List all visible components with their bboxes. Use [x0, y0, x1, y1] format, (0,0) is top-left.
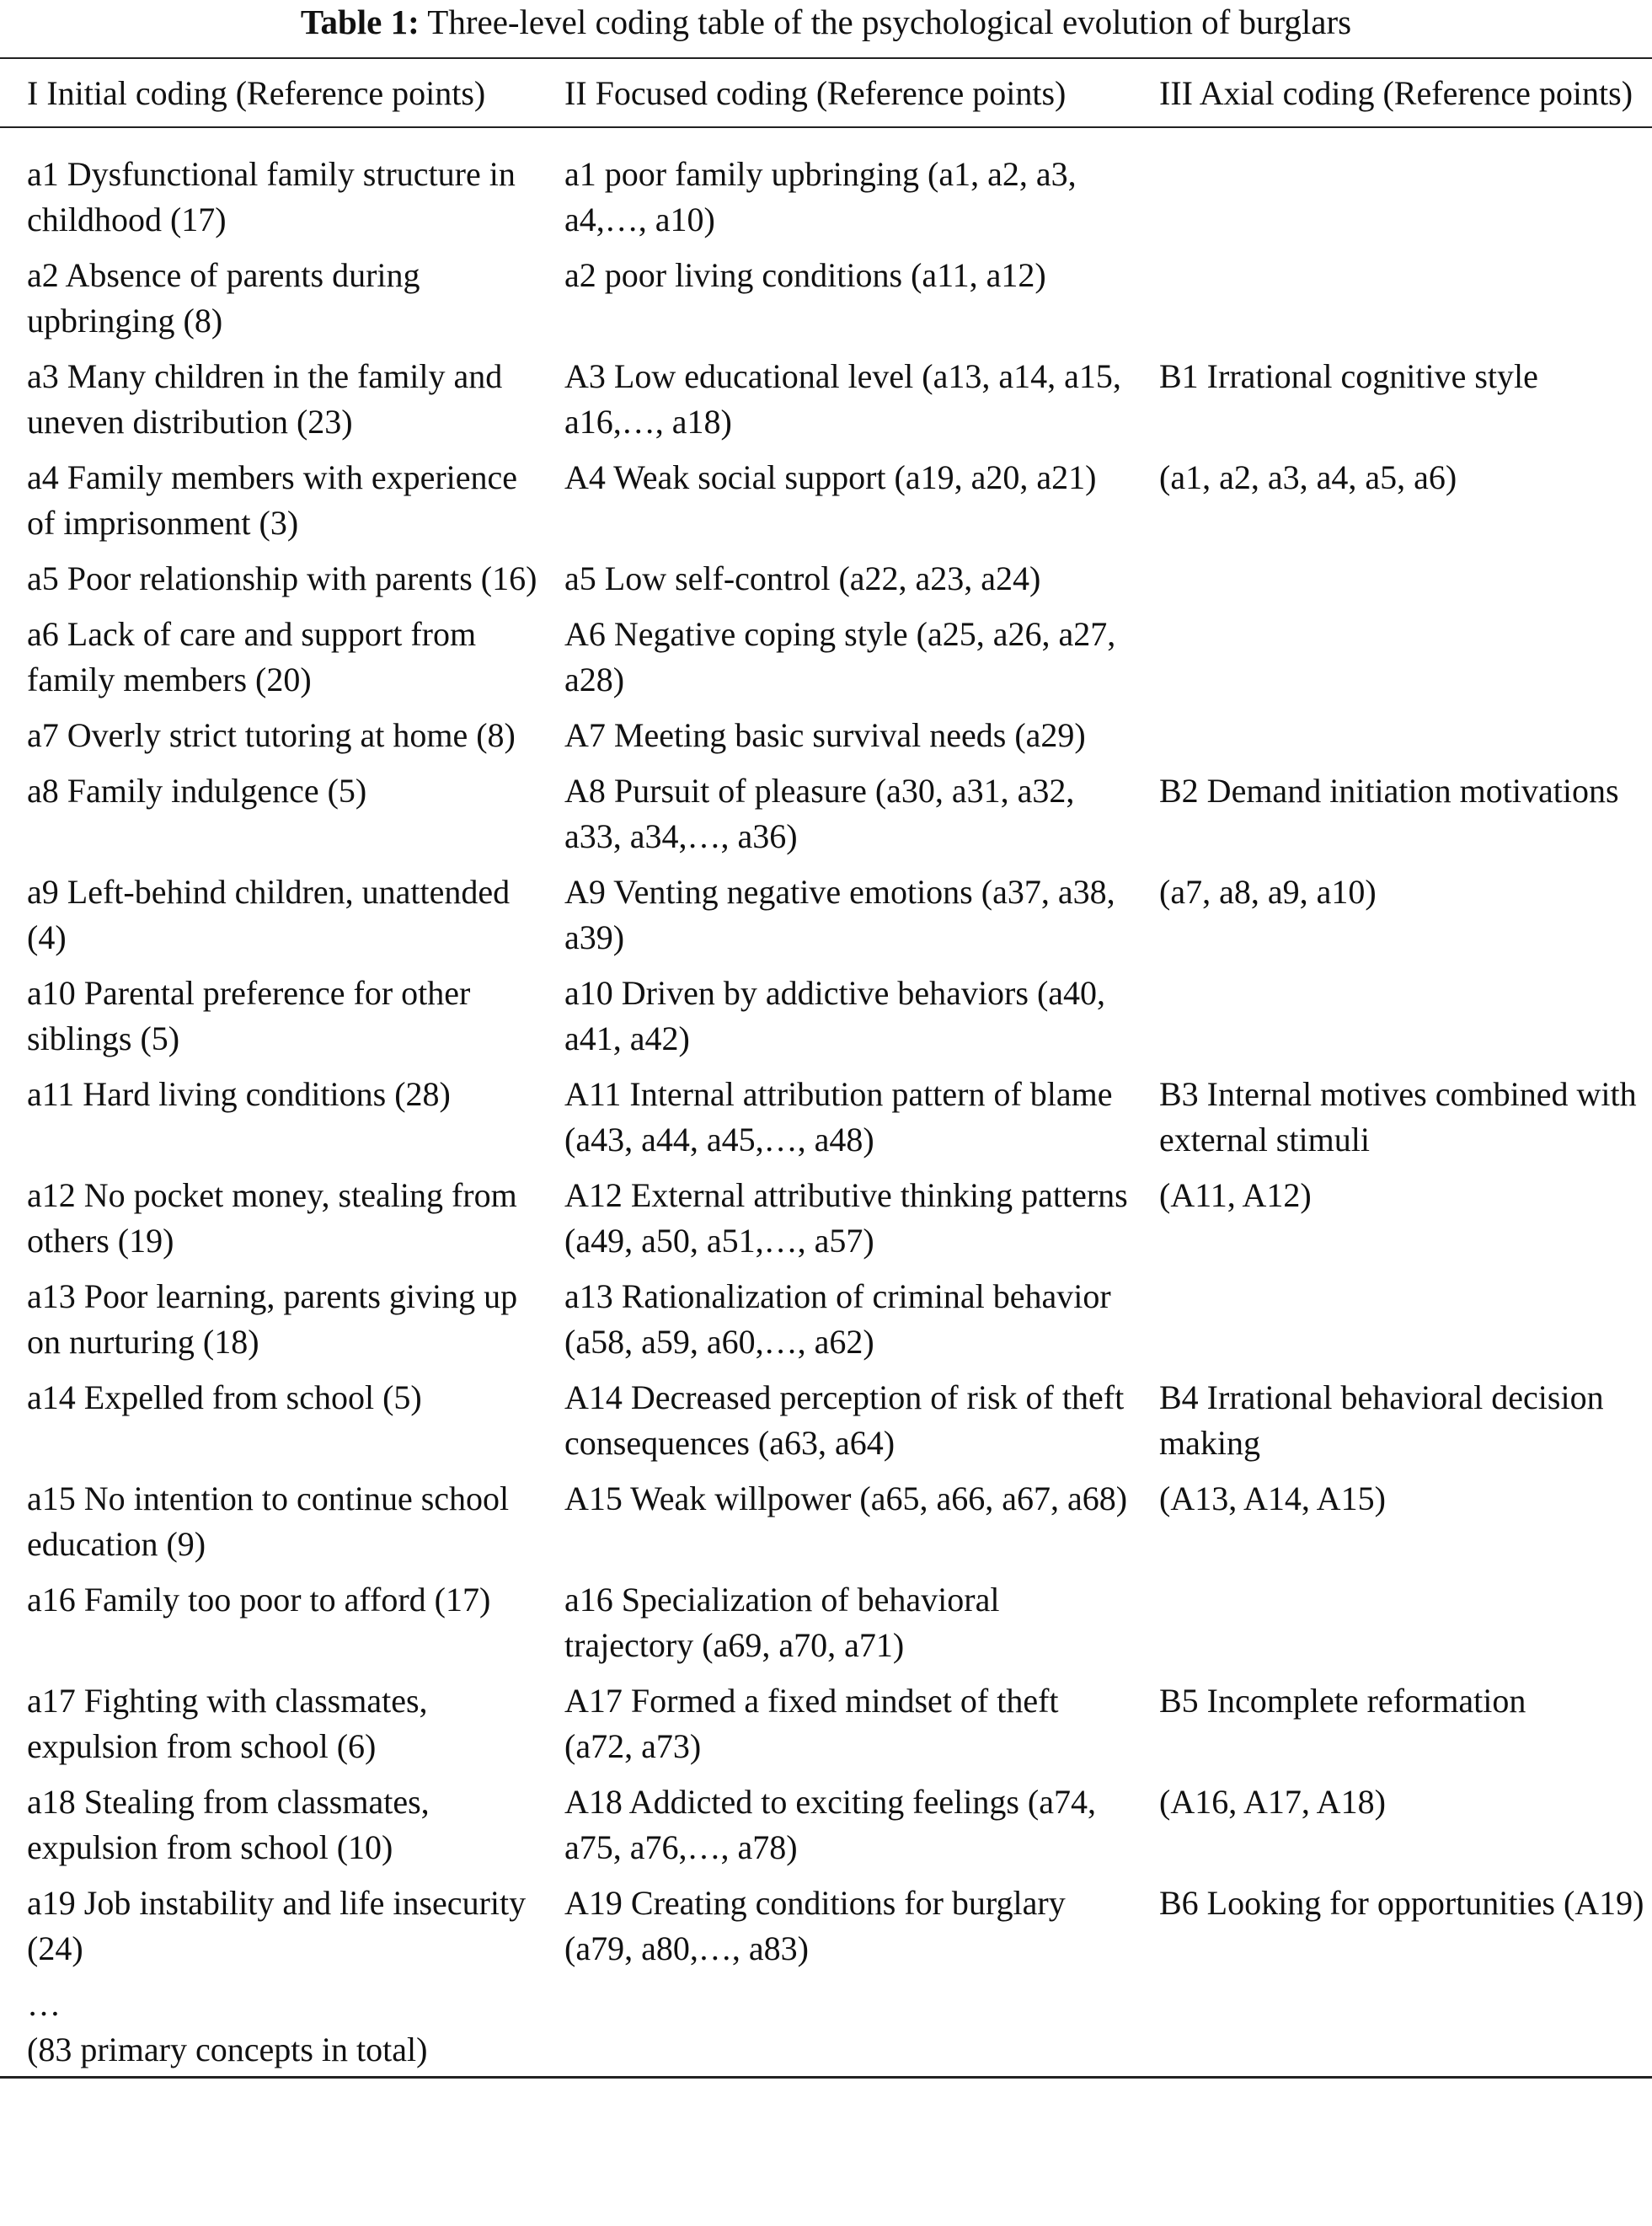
focused-coding-cell: A6 Negative coping style (a25, a26, a27, a28): [564, 615, 1116, 698]
focused-coding-cell: a16 Specialization of behavioral trajectory (a69, a70, a71): [564, 1581, 1000, 1664]
initial-coding-cell: a4 Family members with experience of imprisonment (3): [27, 458, 518, 542]
focused-coding-cell: A17 Formed a fixed mindset of theft (a72, a73): [564, 1682, 1059, 1765]
axial-coding-cell: B1 Irrational cognitive style: [1159, 357, 1538, 395]
axial-coding-cell: [1132, 127, 1652, 253]
table-row: [0, 1779, 1652, 1881]
axial-coding-cell: [1132, 1577, 1652, 1678]
axial-coding-cell: [1132, 1274, 1652, 1375]
focused-coding-cell: A8 Pursuit of pleasure (a30, a31, a32, a33, a34,…, a36): [564, 772, 1075, 855]
focused-coding-cell: A15 Weak willpower (a65, a66, a67, a68): [564, 1480, 1128, 1517]
table-row: [0, 713, 1652, 768]
focused-coding-cell: A7 Meeting basic survival needs (a29): [564, 716, 1086, 754]
table-row: [0, 455, 1652, 556]
table-body: [0, 127, 1652, 1982]
table-row: [0, 1577, 1652, 1678]
table-row: [0, 971, 1652, 1072]
initial-coding-cell: a1 Dysfunctional family structure in childhood (17): [27, 155, 516, 238]
axial-coding-cell: (A13, A14, A15): [1159, 1480, 1386, 1517]
focused-coding-cell: a1 poor family upbringing (a1, a2, a3, a4,…, a10): [564, 155, 1077, 238]
footer-ellipsis-row: [0, 1982, 1652, 2027]
initial-coding-cell: a18 Stealing from classmates, expulsion from school (10): [27, 1783, 430, 1866]
axial-coding-cell: B2 Demand initiation motivations: [1159, 772, 1619, 810]
initial-coding-cell: a11 Hard living conditions (28): [27, 1075, 451, 1113]
header-row: [0, 59, 1652, 127]
table-caption: [0, 2, 1652, 42]
focused-coding-cell: A4 Weak social support (a19, a20, a21): [564, 458, 1097, 496]
table-row: [0, 1881, 1652, 1982]
table-row: [0, 870, 1652, 971]
table-row: [0, 556, 1652, 612]
axial-coding-cell: [1132, 612, 1652, 713]
axial-coding-cell: [1132, 971, 1652, 1072]
focused-coding-cell: A14 Decreased perception of risk of theft consequences (a63, a64): [564, 1378, 1125, 1462]
table-row: [0, 127, 1652, 253]
header-axial-coding: III Axial coding (Reference points): [1159, 74, 1633, 112]
initial-coding-cell: a3 Many children in the family and uneven distribution (23): [27, 357, 503, 441]
footer-total-row: [0, 2027, 1652, 2074]
initial-coding-cell: a2 Absence of parents during upbringing (8): [27, 256, 420, 340]
table-row: [0, 1072, 1652, 1173]
header-focused-coding: II Focused coding (Reference points): [564, 74, 1067, 112]
initial-coding-cell: a9 Left-behind children, unattended (4): [27, 873, 511, 956]
initial-coding-cell: a7 Overly strict tutoring at home (8): [27, 716, 516, 754]
caption-label: Table 1:: [300, 3, 420, 41]
axial-coding-cell: B4 Irrational behavioral decision making: [1159, 1378, 1604, 1462]
caption-text: Three-level coding table of the psychological evolution of burglars: [427, 3, 1352, 41]
focused-coding-cell: a2 poor living conditions (a11, a12): [564, 256, 1046, 294]
initial-coding-cell: a15 No intention to continue school education (9): [27, 1480, 510, 1563]
initial-coding-cell: a14 Expelled from school (5): [27, 1378, 422, 1416]
focused-coding-cell: A12 External attributive thinking patterns (a49, a50, a51,…, a57): [564, 1176, 1128, 1260]
table-row: [0, 612, 1652, 713]
axial-coding-cell: B3 Internal motives combined with external stimuli: [1159, 1075, 1637, 1158]
initial-coding-cell: a12 No pocket money, stealing from others (19): [27, 1176, 517, 1260]
footer-total: (83 primary concepts in total): [27, 2031, 428, 2068]
header-initial-coding: I Initial coding (Reference points): [27, 74, 486, 112]
table-row: [0, 1678, 1652, 1779]
focused-coding-cell: A18 Addicted to exciting feelings (a74, a75, a76,…, a78): [564, 1783, 1096, 1866]
axial-coding-cell: (A11, A12): [1159, 1176, 1312, 1214]
focused-coding-cell: A11 Internal attribution pattern of blame (a43, a44, a45,…, a48): [564, 1075, 1113, 1158]
focused-coding-cell: a5 Low self-control (a22, a23, a24): [564, 559, 1041, 597]
axial-coding-cell: B5 Incomplete reformation: [1159, 1682, 1526, 1720]
coding-table: [0, 59, 1652, 2074]
initial-coding-cell: a16 Family too poor to afford (17): [27, 1581, 491, 1619]
table-row: [0, 768, 1652, 870]
focused-coding-cell: a10 Driven by addictive behaviors (a40, a41, a42): [564, 974, 1106, 1057]
initial-coding-cell: a13 Poor learning, parents giving up on nurturing (18): [27, 1277, 518, 1361]
axial-coding-cell: (A16, A17, A18): [1159, 1783, 1386, 1821]
table-row: [0, 1375, 1652, 1476]
axial-coding-cell: [1132, 253, 1652, 354]
table-row: [0, 253, 1652, 354]
table-row: [0, 1173, 1652, 1274]
initial-coding-cell: a10 Parental preference for other siblings (5): [27, 974, 471, 1057]
axial-coding-cell: [1132, 713, 1652, 768]
focused-coding-cell: A19 Creating conditions for burglary (a79, a80,…, a83): [564, 1884, 1066, 1967]
initial-coding-cell: a6 Lack of care and support from family members (20): [27, 615, 477, 698]
footer-ellipsis: …: [27, 1985, 61, 2023]
initial-coding-cell: a5 Poor relationship with parents (16): [27, 559, 537, 597]
initial-coding-cell: a17 Fighting with classmates, expulsion from school (6): [27, 1682, 428, 1765]
bottom-rule: [0, 2076, 1652, 2079]
initial-coding-cell: a8 Family indulgence (5): [27, 772, 367, 810]
focused-coding-cell: A3 Low educational level (a13, a14, a15, a16,…, a18): [564, 357, 1121, 441]
axial-coding-cell: B6 Looking for opportunities (A19): [1159, 1884, 1644, 1922]
table-row: [0, 1274, 1652, 1375]
axial-coding-cell: (a1, a2, a3, a4, a5, a6): [1159, 458, 1457, 496]
axial-coding-cell: (a7, a8, a9, a10): [1159, 873, 1377, 911]
focused-coding-cell: a13 Rationalization of criminal behavior (a58, a59, a60,…, a62): [564, 1277, 1111, 1361]
focused-coding-cell: A9 Venting negative emotions (a37, a38, a39): [564, 873, 1115, 956]
table-row: [0, 1476, 1652, 1577]
table-row: [0, 354, 1652, 455]
axial-coding-cell: [1132, 556, 1652, 612]
initial-coding-cell: a19 Job instability and life insecurity (24): [27, 1884, 527, 1967]
